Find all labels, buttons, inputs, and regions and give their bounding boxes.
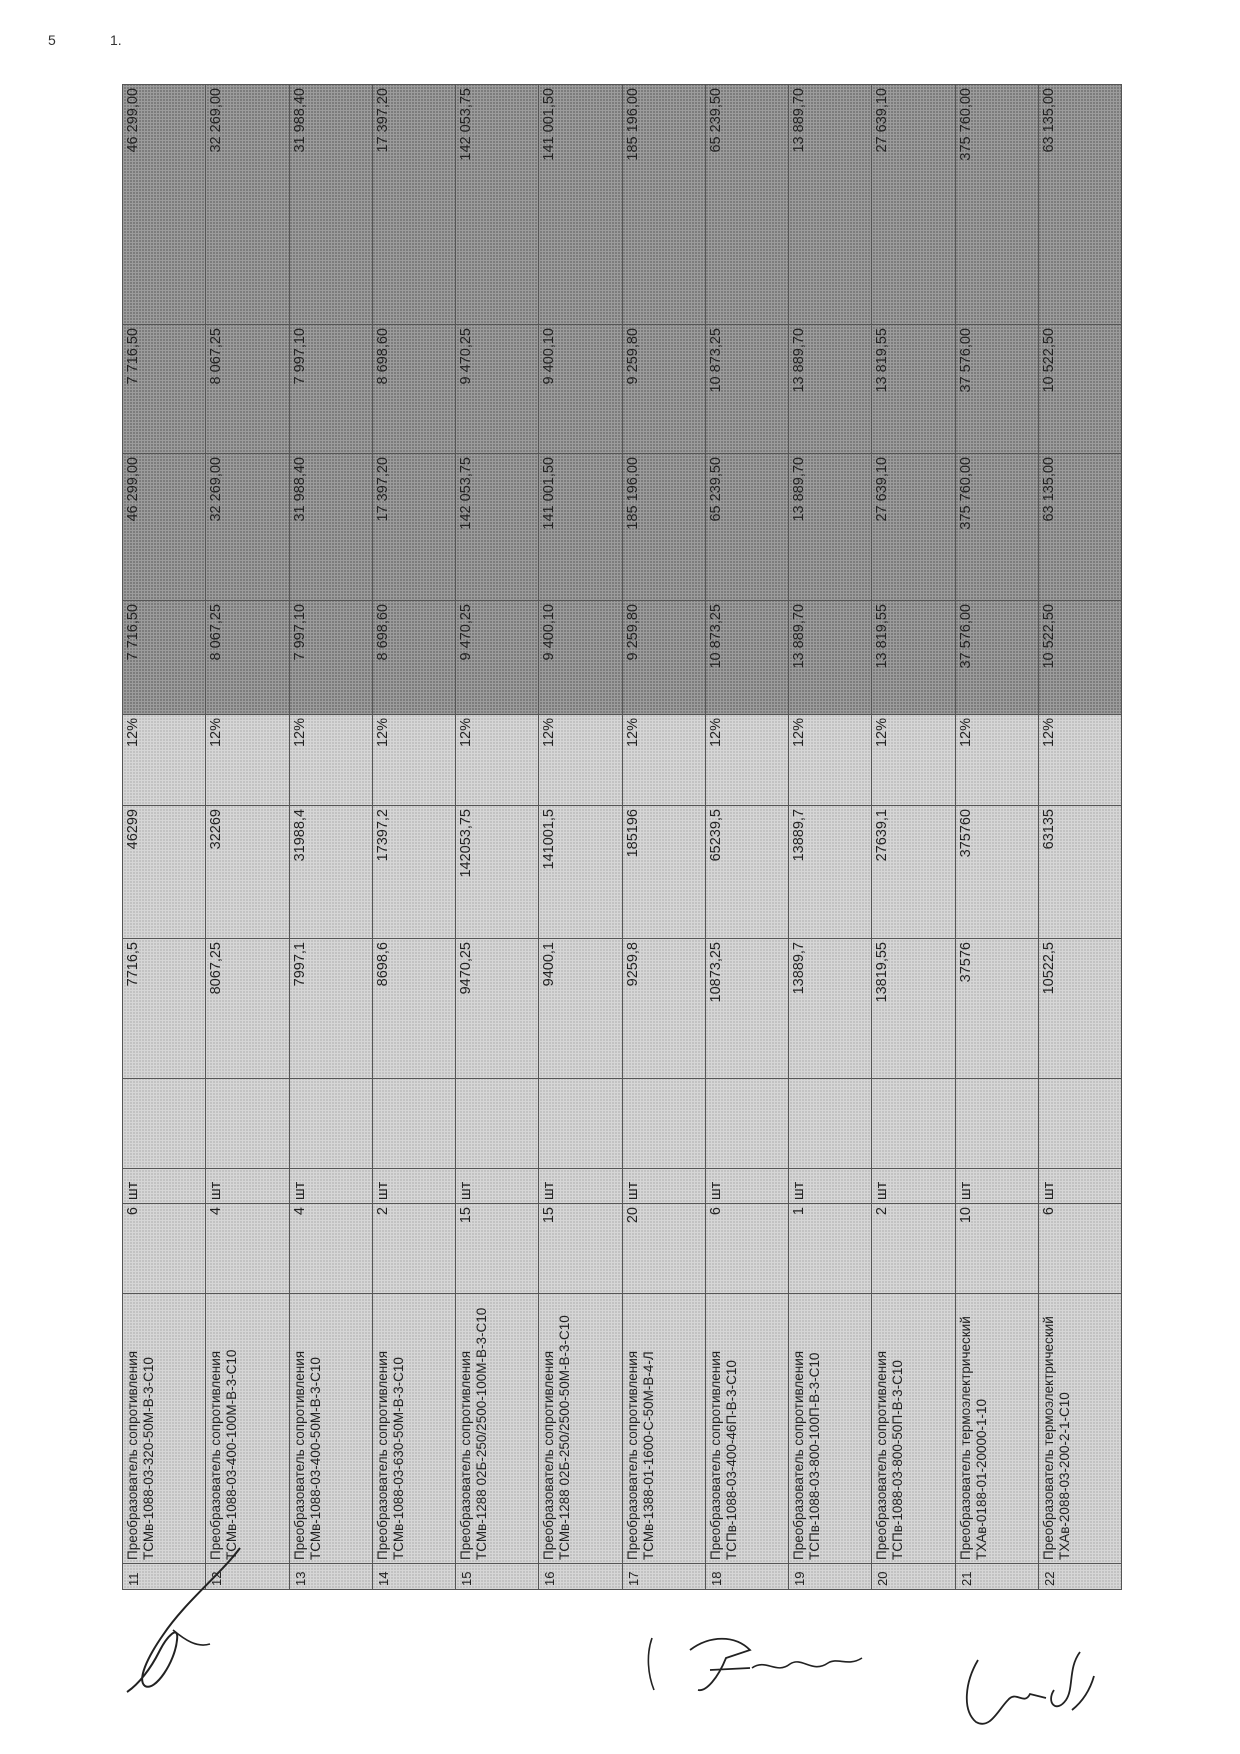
table-row <box>1038 85 1121 1590</box>
unit-cell: шт <box>539 1169 622 1204</box>
rotated-table-wrapper <box>122 85 1122 1590</box>
amount-cell: 13 889,70 <box>789 85 872 325</box>
unit-price-cell: 7 997,10 <box>289 325 372 454</box>
amount-cell: 46 299,00 <box>123 85 206 325</box>
unit-price-cell: 7 716,50 <box>123 325 206 454</box>
unit-price-cell: 10 522,50 <box>1038 325 1121 454</box>
amount-cell: 65 239,50 <box>705 85 788 325</box>
price-cell: 13889,7 <box>789 939 872 1079</box>
quantity-cell: 6 <box>123 1204 206 1294</box>
row-number-cell: 19 <box>789 1564 872 1590</box>
product-name-cell: Преобразователь сопротивления ТСПв-1088-03-400-46П-В-3-С10 <box>705 1294 788 1564</box>
total-with-vat-cell: 375 760,00 <box>955 454 1038 601</box>
unit-price-cell: 13 819,55 <box>872 325 955 454</box>
vat-rate-cell: 12% <box>289 715 372 806</box>
amount-cell: 17 397,20 <box>372 85 455 325</box>
price-with-vat-cell: 9 400,10 <box>539 601 622 715</box>
total-cell: 142053,75 <box>456 806 539 939</box>
unit-price-cell: 9 400,10 <box>539 325 622 454</box>
price-cell: 9259,8 <box>622 939 705 1079</box>
unit-cell: шт <box>206 1169 289 1204</box>
table-row <box>456 85 539 1590</box>
vat-rate-cell: 12% <box>372 715 455 806</box>
total-cell: 31988,4 <box>289 806 372 939</box>
row-number-cell: 22 <box>1038 1564 1121 1590</box>
price-cell: 7716,5 <box>123 939 206 1079</box>
amount-cell: 31 988,40 <box>289 85 372 325</box>
total-cell: 46299 <box>123 806 206 939</box>
product-name-cell: Преобразователь сопротивления ТСМв-1088-03-400-100М-В-3-С10 <box>206 1294 289 1564</box>
price-cell: 10873,25 <box>705 939 788 1079</box>
unit-cell: шт <box>372 1169 455 1204</box>
signature-3 <box>950 1640 1100 1740</box>
vat-rate-cell: 12% <box>789 715 872 806</box>
row-number-cell: 18 <box>705 1564 788 1590</box>
total-with-vat-cell: 141 001,50 <box>539 454 622 601</box>
table-row <box>955 85 1038 1590</box>
unit-price-cell: 13 889,70 <box>789 325 872 454</box>
price-with-vat-cell: 8 067,25 <box>206 601 289 715</box>
unit-price-cell: 8 698,60 <box>372 325 455 454</box>
total-cell: 17397,2 <box>372 806 455 939</box>
product-name-cell: Преобразователь сопротивления ТСМв-1088-03-630-50М-В-3-С10 <box>372 1294 455 1564</box>
product-name-cell: Преобразователь сопротивления ТСМв-1288 02Б-250/2500-100М-В-3-С10 <box>456 1294 539 1564</box>
vat-rate-cell: 12% <box>705 715 788 806</box>
price-cell: 8067,25 <box>206 939 289 1079</box>
vat-rate-cell: 12% <box>872 715 955 806</box>
empty-cell <box>372 1079 455 1169</box>
product-name-cell: Преобразователь сопротивления ТСМв-1088-03-320-50М-В-3-С10 <box>123 1294 206 1564</box>
amount-cell: 142 053,75 <box>456 85 539 325</box>
quantity-cell: 4 <box>206 1204 289 1294</box>
total-cell: 13889,7 <box>789 806 872 939</box>
quantity-cell: 6 <box>1038 1204 1121 1294</box>
empty-cell <box>123 1079 206 1169</box>
vat-rate-cell: 12% <box>622 715 705 806</box>
empty-cell <box>789 1079 872 1169</box>
price-cell: 7997,1 <box>289 939 372 1079</box>
price-with-vat-cell: 13 819,55 <box>872 601 955 715</box>
quantity-cell: 20 <box>622 1204 705 1294</box>
total-cell: 27639,1 <box>872 806 955 939</box>
price-cell: 8698,6 <box>372 939 455 1079</box>
price-cell: 9400,1 <box>539 939 622 1079</box>
unit-price-cell: 10 873,25 <box>705 325 788 454</box>
vat-rate-cell: 12% <box>206 715 289 806</box>
empty-cell <box>622 1079 705 1169</box>
quantity-cell: 2 <box>372 1204 455 1294</box>
empty-cell <box>705 1079 788 1169</box>
goods-table <box>122 84 1122 1590</box>
signature-2 <box>640 1630 880 1700</box>
unit-price-cell: 37 576,00 <box>955 325 1038 454</box>
total-cell: 63135 <box>1038 806 1121 939</box>
total-cell: 375760 <box>955 806 1038 939</box>
empty-cell <box>955 1079 1038 1169</box>
total-with-vat-cell: 46 299,00 <box>123 454 206 601</box>
amount-cell: 32 269,00 <box>206 85 289 325</box>
empty-cell <box>206 1079 289 1169</box>
amount-cell: 375 760,00 <box>955 85 1038 325</box>
price-with-vat-cell: 9 259,80 <box>622 601 705 715</box>
price-with-vat-cell: 9 470,25 <box>456 601 539 715</box>
amount-cell: 27 639,10 <box>872 85 955 325</box>
total-with-vat-cell: 32 269,00 <box>206 454 289 601</box>
product-name-cell: Преобразователь сопротивления ТСМв-1088-03-400-50М-В-3-С10 <box>289 1294 372 1564</box>
total-with-vat-cell: 27 639,10 <box>872 454 955 601</box>
table-row <box>539 85 622 1590</box>
corner-mark-right: 1. <box>110 32 122 48</box>
total-with-vat-cell: 17 397,20 <box>372 454 455 601</box>
empty-cell <box>539 1079 622 1169</box>
empty-cell <box>289 1079 372 1169</box>
vat-rate-cell: 12% <box>123 715 206 806</box>
vat-rate-cell: 12% <box>456 715 539 806</box>
price-with-vat-cell: 10 522,50 <box>1038 601 1121 715</box>
price-with-vat-cell: 8 698,60 <box>372 601 455 715</box>
product-name-cell: Преобразователь сопротивления ТСМв-1388-01-1600-С-50М-В-4-Л <box>622 1294 705 1564</box>
price-cell: 9470,25 <box>456 939 539 1079</box>
vat-rate-cell: 12% <box>955 715 1038 806</box>
row-number-cell: 11 <box>123 1564 206 1590</box>
goods-table-body <box>123 85 1122 1590</box>
total-cell: 32269 <box>206 806 289 939</box>
amount-cell: 185 196,00 <box>622 85 705 325</box>
product-name-cell: Преобразователь сопротивления ТСМв-1288 02Б-250/2500-50М-В-3-С10 <box>539 1294 622 1564</box>
total-with-vat-cell: 13 889,70 <box>789 454 872 601</box>
price-with-vat-cell: 13 889,70 <box>789 601 872 715</box>
product-name-cell: Преобразователь сопротивления ТСПв-1088-03-800-50П-В-3-С10 <box>872 1294 955 1564</box>
table-row <box>289 85 372 1590</box>
product-name-cell: Преобразователь термоэлектрический ТХАв-2088-03-200-2-1-С10 <box>1038 1294 1121 1564</box>
quantity-cell: 4 <box>289 1204 372 1294</box>
row-number-cell: 20 <box>872 1564 955 1590</box>
price-cell: 37576 <box>955 939 1038 1079</box>
empty-cell <box>1038 1079 1121 1169</box>
table-row <box>123 85 206 1590</box>
price-cell: 13819,55 <box>872 939 955 1079</box>
total-with-vat-cell: 142 053,75 <box>456 454 539 601</box>
unit-cell: шт <box>289 1169 372 1204</box>
row-number-cell: 21 <box>955 1564 1038 1590</box>
corner-mark-left: 5 <box>48 32 56 48</box>
price-with-vat-cell: 7 716,50 <box>123 601 206 715</box>
total-with-vat-cell: 65 239,50 <box>705 454 788 601</box>
price-with-vat-cell: 10 873,25 <box>705 601 788 715</box>
unit-cell: шт <box>456 1169 539 1204</box>
price-with-vat-cell: 37 576,00 <box>955 601 1038 715</box>
table-row <box>705 85 788 1590</box>
unit-cell: шт <box>1038 1169 1121 1204</box>
total-cell: 185196 <box>622 806 705 939</box>
table-row <box>206 85 289 1590</box>
unit-cell: шт <box>705 1169 788 1204</box>
product-name-cell: Преобразователь термоэлектрический ТХАв-0188-01-20000-1-10 <box>955 1294 1038 1564</box>
vat-rate-cell: 12% <box>539 715 622 806</box>
table-row <box>872 85 955 1590</box>
quantity-cell: 1 <box>789 1204 872 1294</box>
product-name-cell: Преобразователь сопротивления ТСПв-1088-03-800-100П-В-3-С10 <box>789 1294 872 1564</box>
quantity-cell: 15 <box>539 1204 622 1294</box>
row-number-cell: 14 <box>372 1564 455 1590</box>
unit-price-cell: 9 470,25 <box>456 325 539 454</box>
row-number-cell: 13 <box>289 1564 372 1590</box>
quantity-cell: 10 <box>955 1204 1038 1294</box>
row-number-cell: 16 <box>539 1564 622 1590</box>
unit-cell: шт <box>955 1169 1038 1204</box>
table-row <box>789 85 872 1590</box>
row-number-cell: 15 <box>456 1564 539 1590</box>
unit-cell: шт <box>872 1169 955 1204</box>
unit-cell: шт <box>622 1169 705 1204</box>
total-with-vat-cell: 31 988,40 <box>289 454 372 601</box>
row-number-cell: 12 <box>206 1564 289 1590</box>
vat-rate-cell: 12% <box>1038 715 1121 806</box>
total-cell: 141001,5 <box>539 806 622 939</box>
total-with-vat-cell: 63 135,00 <box>1038 454 1121 601</box>
total-with-vat-cell: 185 196,00 <box>622 454 705 601</box>
price-cell: 10522,5 <box>1038 939 1121 1079</box>
unit-cell: шт <box>123 1169 206 1204</box>
price-with-vat-cell: 7 997,10 <box>289 601 372 715</box>
table-row <box>372 85 455 1590</box>
unit-price-cell: 9 259,80 <box>622 325 705 454</box>
unit-cell: шт <box>789 1169 872 1204</box>
amount-cell: 141 001,50 <box>539 85 622 325</box>
unit-price-cell: 8 067,25 <box>206 325 289 454</box>
quantity-cell: 2 <box>872 1204 955 1294</box>
amount-cell: 63 135,00 <box>1038 85 1121 325</box>
quantity-cell: 6 <box>705 1204 788 1294</box>
empty-cell <box>872 1079 955 1169</box>
table-row <box>622 85 705 1590</box>
signature-1 <box>115 1540 265 1700</box>
quantity-cell: 15 <box>456 1204 539 1294</box>
empty-cell <box>456 1079 539 1169</box>
total-cell: 65239,5 <box>705 806 788 939</box>
row-number-cell: 17 <box>622 1564 705 1590</box>
